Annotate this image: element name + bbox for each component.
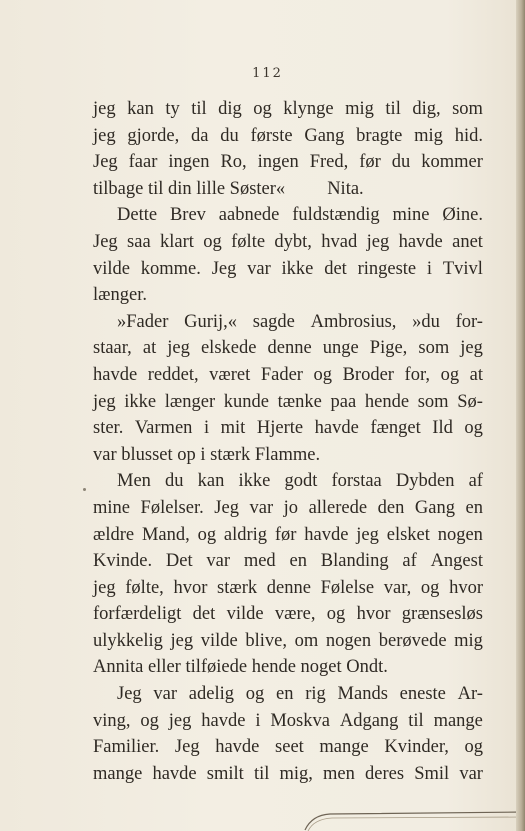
word: godt	[284, 471, 318, 492]
word: jeg	[93, 577, 116, 598]
text-line	[93, 468, 483, 495]
word: Brev	[169, 205, 206, 226]
line-text: var blusset op i stærk Flamme.	[93, 444, 321, 465]
word: klynge	[283, 99, 334, 119]
word: Mands	[337, 684, 388, 705]
word: Ro,	[220, 152, 247, 173]
line-text: længer.	[93, 285, 147, 306]
word: ikke	[124, 391, 157, 412]
word: havde	[152, 763, 197, 784]
word: aldrig	[223, 524, 268, 545]
word: og	[253, 99, 272, 119]
text-line	[93, 628, 483, 655]
word: var	[153, 684, 178, 705]
word: Kvinde.	[93, 551, 153, 572]
word: Smil	[414, 763, 450, 784]
word: mine	[392, 205, 430, 226]
word: denne	[267, 338, 312, 359]
text-line	[93, 256, 483, 283]
word: og	[203, 231, 222, 252]
word: jeg	[93, 391, 116, 412]
word: for-	[455, 311, 483, 332]
word: denne	[266, 577, 311, 598]
text-line	[93, 495, 483, 522]
word: jo	[283, 497, 299, 518]
word: i	[203, 418, 210, 439]
word: med	[243, 551, 276, 572]
word: ty	[165, 99, 180, 119]
word: som	[417, 391, 449, 412]
word: som	[418, 338, 450, 359]
letter-signature: Nita.	[327, 178, 364, 199]
word: til	[253, 763, 270, 784]
word: Dette	[117, 205, 158, 226]
word: være,	[274, 604, 316, 625]
text-line	[93, 681, 483, 708]
word: Sø-	[457, 391, 483, 412]
word: »Fader	[117, 311, 169, 332]
margin-speck	[83, 488, 86, 491]
word: en	[276, 684, 294, 705]
word: Følelser.	[140, 497, 204, 518]
word: var	[206, 551, 231, 572]
word: ikke	[281, 258, 314, 279]
word: jeg	[460, 338, 483, 359]
word: elsket	[386, 524, 430, 545]
word: forstaa	[331, 471, 382, 492]
word: ringeste	[357, 258, 417, 279]
word: Moskva	[270, 710, 330, 731]
text-line	[93, 442, 483, 469]
word: du	[165, 471, 184, 492]
word: paa	[330, 391, 357, 412]
word: aabnede	[218, 205, 280, 226]
text-line	[93, 548, 483, 575]
word: Tvivl	[442, 258, 483, 279]
word: før	[359, 152, 381, 173]
word: hvad	[321, 231, 358, 252]
word: Angest	[430, 551, 483, 572]
word: klart	[160, 231, 194, 252]
text-line	[93, 229, 483, 256]
word: jeg	[167, 338, 190, 359]
word: deres	[365, 763, 405, 784]
word: reddet,	[147, 364, 199, 385]
word: Kvinder,	[384, 737, 449, 758]
word: en	[289, 551, 307, 572]
word: Jeg	[93, 152, 118, 173]
word: og	[464, 418, 483, 439]
word: om	[294, 630, 319, 651]
word: men	[323, 763, 355, 784]
word: Hjerte	[256, 418, 304, 439]
word: Men	[117, 471, 151, 492]
word: ingen	[257, 152, 299, 173]
page-corner-curl	[300, 805, 525, 831]
word: ster.	[93, 418, 124, 439]
word: jeg	[168, 710, 192, 731]
word: kan	[127, 99, 154, 119]
word: Jeg	[214, 497, 239, 518]
word: staar,	[93, 338, 132, 359]
word: af	[468, 471, 483, 492]
text-line	[93, 415, 483, 442]
word: havde	[304, 524, 349, 545]
word: havde	[201, 710, 246, 731]
word: den	[377, 497, 405, 518]
word: anet	[452, 231, 483, 252]
word: mange	[93, 763, 143, 784]
word: til	[191, 99, 207, 119]
word: dig,	[412, 99, 441, 119]
text-line	[93, 282, 483, 309]
word: til	[385, 99, 401, 119]
text-line	[93, 708, 483, 735]
word: ulykkelig	[93, 630, 163, 651]
word: jeg	[356, 524, 379, 545]
word: Ild	[432, 418, 453, 439]
word: var,	[383, 577, 412, 598]
page-edge-shadow	[516, 0, 525, 831]
word: allerede	[308, 497, 368, 518]
word: Varmen	[134, 418, 193, 439]
word: længer	[164, 391, 216, 412]
body-text	[93, 96, 483, 787]
word: var	[249, 497, 274, 518]
word: hid.	[454, 125, 483, 146]
line-text: Annita eller tilføiede hende noget Ondt.	[93, 657, 388, 678]
text-line	[93, 601, 483, 628]
word: Ar-	[457, 684, 483, 705]
word: nogen	[325, 630, 372, 651]
word: Det	[165, 551, 193, 572]
word: det	[192, 604, 216, 625]
word: og	[313, 364, 333, 385]
text-line	[93, 654, 483, 681]
word: og	[440, 364, 460, 385]
word: en	[465, 497, 483, 518]
word: Dybden	[395, 471, 455, 492]
word: Jeg	[117, 684, 142, 705]
word: Mand,	[141, 524, 190, 545]
word: ikke	[238, 471, 271, 492]
word: fænget	[370, 418, 421, 439]
word: da	[191, 125, 209, 146]
word: for,	[404, 364, 430, 385]
word: dybt,	[274, 231, 312, 252]
word: hvor	[449, 577, 483, 598]
word: berøvede	[378, 630, 447, 651]
word: havde	[215, 737, 260, 758]
text-line	[93, 176, 483, 203]
word: i	[426, 258, 433, 279]
line-text: tilbage til din lille Søster«	[93, 178, 286, 199]
word: mine	[93, 497, 130, 518]
text-line	[93, 389, 483, 416]
word: saa	[127, 231, 151, 252]
word: at	[469, 364, 483, 385]
word: vilde	[93, 258, 130, 279]
word: hende	[364, 391, 410, 412]
word: unge	[322, 338, 359, 359]
word: sagde	[252, 311, 295, 332]
word: du	[391, 152, 411, 173]
word: jeg	[170, 630, 194, 651]
word: jeg	[366, 231, 390, 252]
word: jeg	[93, 125, 116, 146]
word: smilt	[206, 763, 244, 784]
word: følte,	[125, 577, 164, 598]
word: forfærdeligt	[93, 604, 182, 625]
word: og	[420, 577, 440, 598]
word: nogen	[437, 524, 483, 545]
word: til	[408, 710, 424, 731]
word: mit	[220, 418, 246, 439]
word: rig	[305, 684, 326, 705]
word: det	[324, 258, 347, 279]
word: før	[274, 524, 297, 545]
word: »du	[412, 311, 440, 332]
text-line	[93, 96, 483, 123]
word: mig	[454, 630, 483, 651]
text-line	[93, 149, 483, 176]
word: adelig	[188, 684, 234, 705]
word: mange	[319, 737, 369, 758]
text-line	[93, 202, 483, 229]
word: Gang	[414, 497, 455, 518]
word: af	[402, 551, 417, 572]
word: dig	[218, 99, 242, 119]
word: grænsesløs	[401, 604, 483, 625]
word: og	[197, 524, 217, 545]
word: var	[247, 258, 271, 279]
word: Broder	[342, 364, 394, 385]
word: Ambrosius,	[310, 311, 397, 332]
page-number: 112	[252, 66, 283, 81]
word: ingen	[168, 152, 210, 173]
word: hvor	[173, 577, 208, 598]
word: første	[250, 125, 293, 146]
word: havde	[398, 231, 443, 252]
word: Familier.	[93, 737, 160, 758]
word: Jeg	[211, 258, 237, 279]
text-line	[93, 761, 483, 788]
text-line	[93, 734, 483, 761]
text-line	[93, 522, 483, 549]
word: Fader	[260, 364, 303, 385]
word: komme.	[140, 258, 201, 279]
word: mange	[433, 710, 483, 731]
word: at	[142, 338, 157, 359]
word: kommer	[421, 152, 483, 173]
word: blive,	[245, 630, 287, 651]
word: eneste	[399, 684, 446, 705]
word: havde	[314, 418, 359, 439]
word: Øine.	[442, 205, 483, 226]
word: kan	[197, 471, 225, 492]
word: mig	[345, 99, 374, 119]
word: og	[326, 604, 346, 625]
word: bragte	[356, 125, 403, 146]
word: ældre	[93, 524, 135, 545]
word: Fred,	[309, 152, 349, 173]
word: Adgang	[339, 710, 399, 731]
text-line	[93, 123, 483, 150]
word: Pige,	[369, 338, 408, 359]
word: som	[452, 99, 483, 119]
text-line	[93, 309, 483, 336]
word: tænke	[277, 391, 322, 412]
word: og	[464, 737, 483, 758]
word: Følelse	[320, 577, 375, 598]
word: følte	[231, 231, 266, 252]
word: kunde	[223, 391, 270, 412]
word: hvor	[356, 604, 391, 625]
word: og	[140, 710, 159, 731]
word: gjorde,	[127, 125, 180, 146]
word: Jeg	[174, 737, 200, 758]
text-line	[93, 335, 483, 362]
word: seet	[275, 737, 304, 758]
word: i	[255, 710, 261, 731]
word: faar	[128, 152, 158, 173]
word: fuldstændig	[292, 205, 380, 226]
word: havde	[93, 364, 138, 385]
text-line	[93, 575, 483, 602]
word: stærk	[217, 577, 258, 598]
word: Gurij,«	[184, 311, 238, 332]
word: mig	[414, 125, 443, 146]
word: vilde	[200, 630, 238, 651]
word: Gang	[304, 125, 345, 146]
word: du	[220, 125, 239, 146]
word: var	[459, 763, 483, 784]
word: og	[245, 684, 265, 705]
word: mig,	[279, 763, 313, 784]
word: jeg	[93, 99, 116, 119]
word: været	[209, 364, 251, 385]
word: vilde	[226, 604, 264, 625]
word: elskede	[200, 338, 257, 359]
text-line	[93, 362, 483, 389]
word: Jeg	[93, 231, 118, 252]
word: ving,	[93, 710, 131, 731]
word: Blanding	[320, 551, 389, 572]
